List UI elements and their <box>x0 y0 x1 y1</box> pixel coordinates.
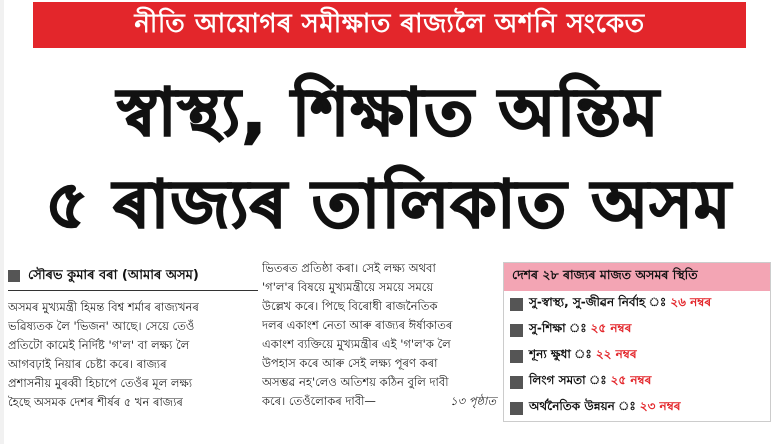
ranking-value: ২৫ নম্বৰ <box>610 373 652 387</box>
byline-text: সৌৰভ কুমাৰ বৰা (আমাৰ অসম) <box>28 267 199 283</box>
text-line: 'গ'ল'ৰ বিষয়ে মুখ্যমন্ত্ৰীয়ে সময়ে সময়ে <box>262 280 434 294</box>
text-line: আগবঢ়াই নিয়াৰ চেষ্টা কৰে। ৰাজ্যৰ <box>8 357 167 371</box>
ranking-value: ২২ নম্বৰ <box>595 347 637 361</box>
bullet-square-icon <box>510 402 523 415</box>
ranking-value: ২৩ নম্বৰ <box>639 399 681 413</box>
continued-page-link[interactable]: ১৩ পৃষ্ঠাত <box>450 394 496 408</box>
ranking-label: শূন্য ক্ষুধা ঃ <box>529 347 592 361</box>
text-line: অসমৰ মুখ্যমন্ত্ৰী হিমন্ত বিশ্ব শৰ্মাৰ ৰাজ্যখনৰ <box>8 300 199 314</box>
bullet-square-icon <box>510 298 523 311</box>
article-column-2 <box>262 259 500 411</box>
ranking-label: লিংগ সমতা ঃ <box>529 373 607 387</box>
ranking-box-title: দেশৰ ২৮ ৰাজ্যৰ মাজত অসমৰ স্থিতি <box>504 263 770 291</box>
ranking-row <box>504 343 770 369</box>
ranking-label: অৰ্থনৈতিক উন্নয়ন ঃ <box>529 399 636 413</box>
ranking-label: সু-শিক্ষা ঃ <box>529 321 587 335</box>
ranking-box <box>503 262 771 422</box>
ranking-value: ২৬ নম্বৰ <box>670 295 712 309</box>
text-line: অসম্ভৱ নহ'লেও অতিশয় কঠিন বুলি দাবী <box>262 375 449 389</box>
text-line: ভিতৰত প্ৰতিষ্ঠা কৰা। সেই লক্ষ্য অথবা <box>262 261 436 275</box>
headline-line-1: স্বাস্থ্য, শিক্ষাত অন্তিম <box>117 74 660 151</box>
text-line: একাংশ ব্যক্তিয়ে মুখ্যমন্ত্ৰীৰ এই 'গ'ল'ক লৈ <box>262 337 451 351</box>
bullet-square-icon <box>510 350 523 363</box>
kicker-banner: নীতি আয়োগৰ সমীক্ষাত ৰাজ্যলৈ অশনি সংকেত <box>33 2 746 48</box>
byline <box>8 265 258 287</box>
ranking-row <box>504 369 770 395</box>
bullet-square-icon <box>510 376 523 389</box>
text-line: কৰে। তেওঁলোকৰ দাবী— <box>262 394 376 408</box>
byline-divider <box>8 290 258 291</box>
text-line: দলৰ একাংশ নেতা আৰু ৰাজ্যৰ ঈৰ্ষাকাতৰ <box>262 318 453 332</box>
text-line-last <box>262 392 500 411</box>
article-column-1 <box>8 298 258 412</box>
text-line: প্ৰশাসনীয় মুৰব্বী হিচাপে তেওঁৰ মূল লক্ষ্য <box>8 376 193 390</box>
text-line: উপহাস কৰে আৰু সেই লক্ষ্য পূৰণ কৰা <box>262 356 438 370</box>
text-line: উল্লেখ কৰে। পিছে বিৰোধী ৰাজনৈতিক <box>262 299 438 313</box>
ranking-row <box>504 291 770 317</box>
headline-line-2: ৫ ৰাজ্যৰ তালিকাত অসম <box>45 166 732 243</box>
bullet-square-icon <box>510 324 523 337</box>
text-line: হৈছে অসমক দেশৰ শীৰ্ষৰ ৫ খন ৰাজ্যৰ <box>8 395 183 409</box>
text-line: প্ৰতিটো কামেই নিৰ্দিষ্ট 'গ'ল' বা লক্ষ্য লৈ <box>8 338 190 352</box>
ranking-row <box>504 395 770 421</box>
ranking-value: ২৫ নম্বৰ <box>590 321 632 335</box>
bullet-square-icon <box>8 270 20 282</box>
ranking-row <box>504 317 770 343</box>
text-line: ভৱিষ্যতক লৈ 'ভিজন' আছে। সেয়ে তেওঁ <box>8 319 195 333</box>
ranking-label: সু-স্বাস্থ্য, সু-জীৱন নিৰ্বাহ ঃ <box>529 295 667 309</box>
